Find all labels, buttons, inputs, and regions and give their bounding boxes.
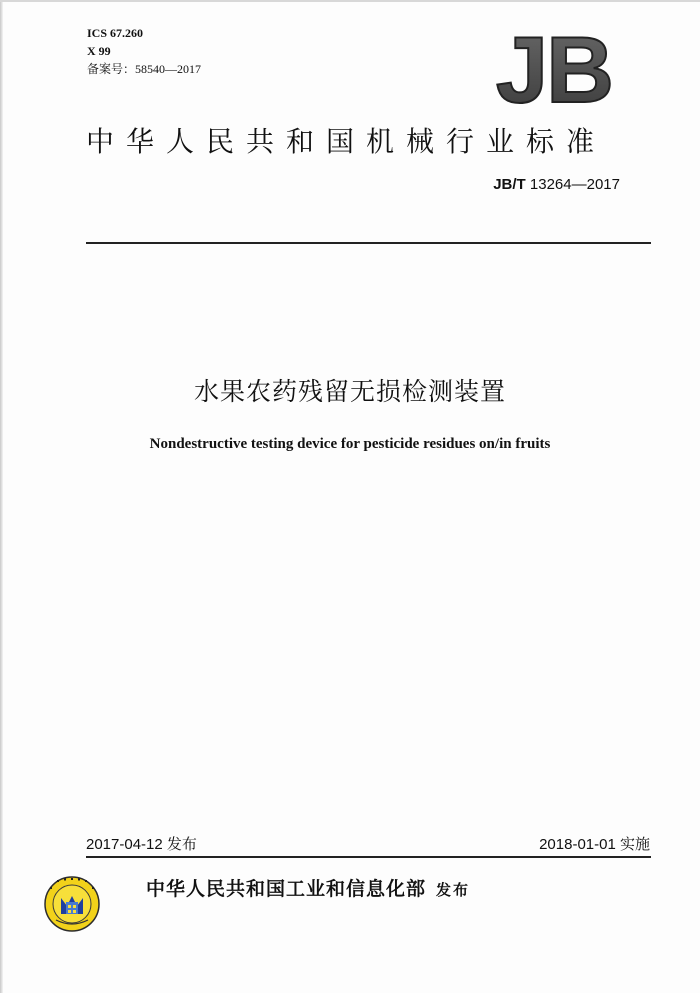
publisher-name: 中华人民共和国工业和信息化部 (146, 878, 427, 900)
top-divider (86, 242, 651, 244)
scan-edge-left (0, 0, 3, 993)
classification-block (87, 24, 201, 78)
scan-edge-top (0, 0, 700, 2)
ics-code: ICS 67.260 (87, 26, 144, 40)
jb-logo-icon (489, 22, 619, 112)
standard-number (493, 176, 620, 193)
document-title-english: Nondestructive testing device for pesticide residues on/in fruits (149, 436, 551, 452)
ministry-seal-icon (44, 876, 100, 932)
issue-date: 2017-04-12 发布 (86, 836, 197, 853)
standard-prefix: JB/T (493, 176, 526, 193)
ministry-standard-title: 中华人民共和国机械行业标准 (86, 125, 607, 158)
publisher (146, 874, 470, 905)
publisher-suffix: 发布 (436, 881, 471, 899)
filing-number: 备案号：58540—2017 (87, 62, 202, 76)
implementation-date: 2018-01-01 实施 (539, 836, 650, 853)
document-title-chinese: 水果农药残留无损检测装置 (193, 377, 506, 406)
standard-code: 13264—2017 (529, 176, 620, 193)
class-code: X 99 (87, 44, 111, 58)
jb-logo-text: JB (495, 22, 613, 112)
bottom-divider (86, 856, 651, 858)
